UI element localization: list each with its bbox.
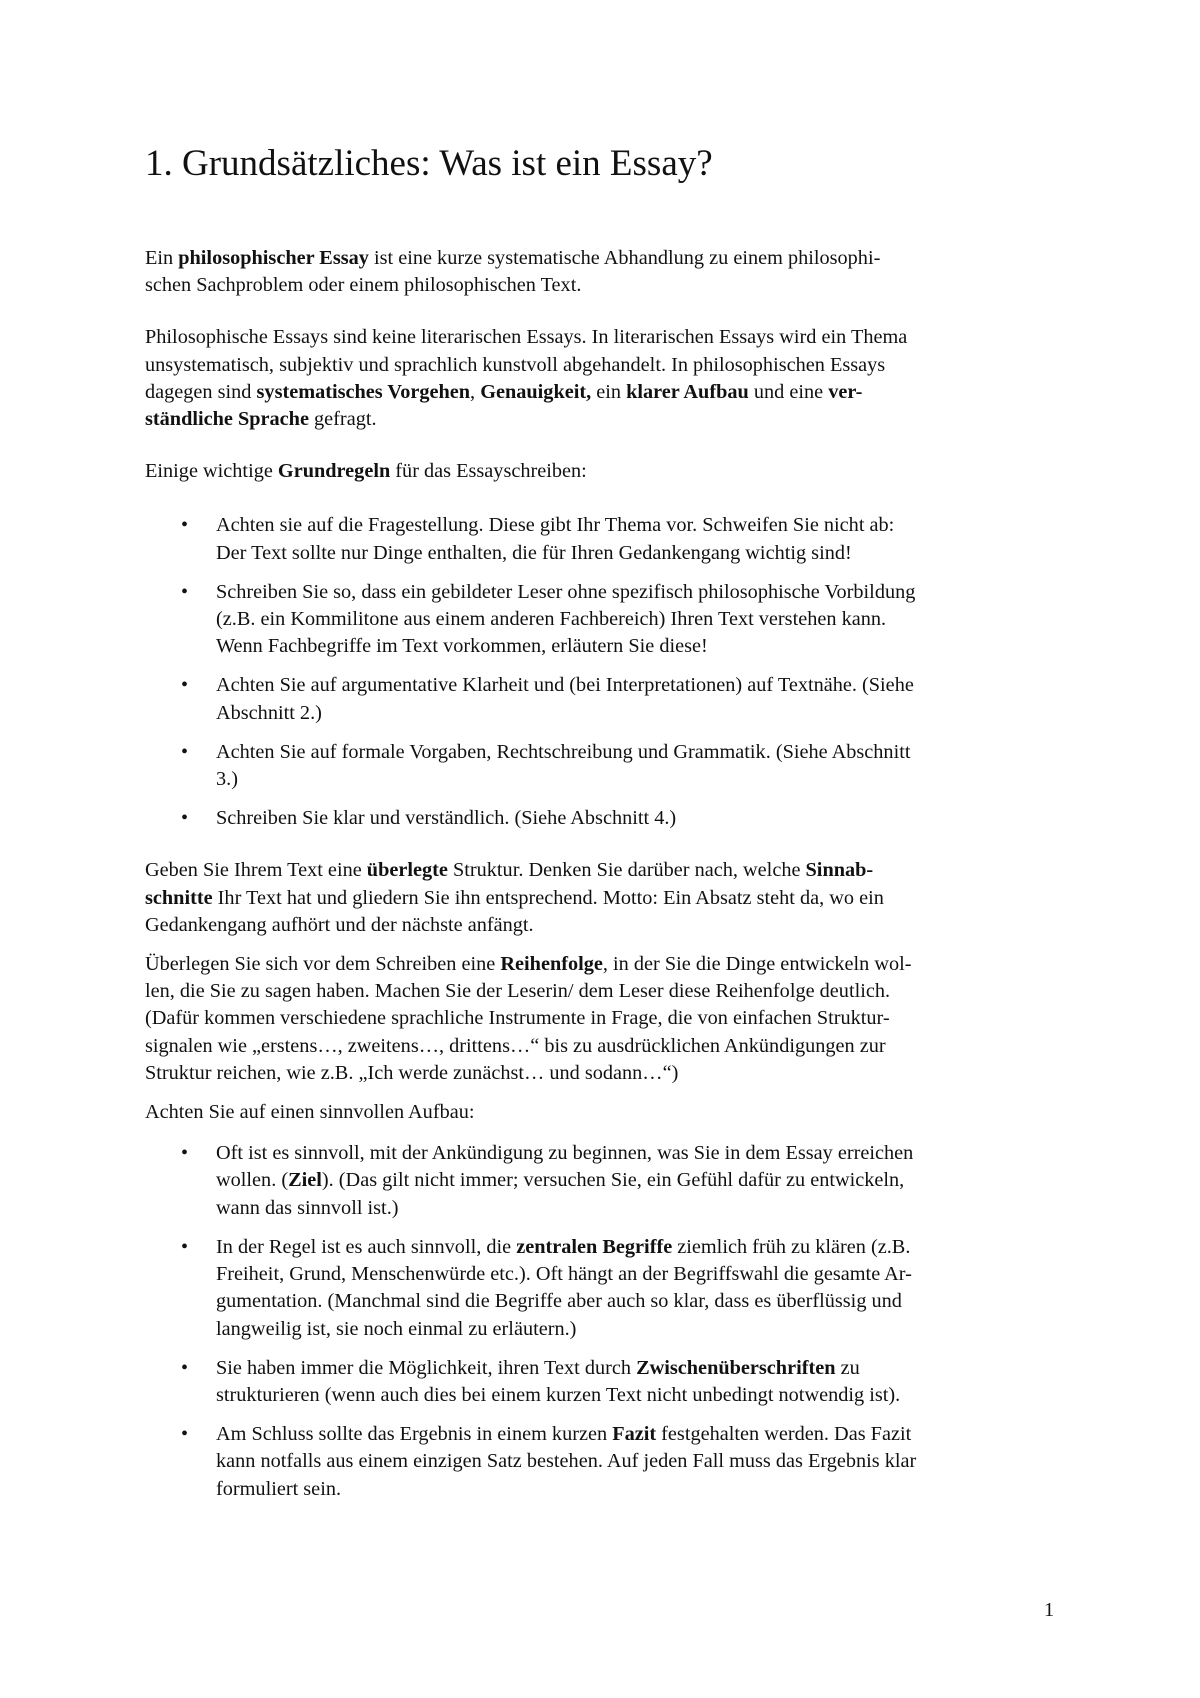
text-run: Oft ist es sinnvoll, mit der Ankündigung zu beginnen, was Sie in dem Essay erreichen [216, 1142, 914, 1165]
text-line [145, 885, 1060, 912]
bullet-icon: • [181, 580, 189, 603]
bullet-icon: • [181, 514, 189, 537]
text-run: Geben Sie Ihrem Text eine [145, 859, 367, 882]
bold-term: Ziel [288, 1169, 322, 1192]
text-line [145, 245, 1060, 272]
text-run: zu [835, 1356, 860, 1379]
list-item [145, 1421, 1060, 1503]
text-run: strukturieren (wenn auch dies bei einem kurzen Text nicht unbedingt notwendig ist). [216, 1383, 901, 1406]
text-run: Am Schluss sollte das Ergebnis in einem kurzen [216, 1423, 613, 1446]
list-item [145, 1140, 1060, 1222]
bullet-icon: • [181, 1235, 189, 1258]
paragraph-distinction [145, 324, 1060, 433]
text-run: Schreiben Sie klar und verständlich. (Siehe Abschnitt 4.) [216, 807, 677, 830]
bullet-icon: • [181, 1423, 189, 1446]
text-run: , [470, 380, 481, 403]
text-run: festgehalten werden. Das Fazit [656, 1423, 912, 1446]
bold-term: Reihenfolge [500, 953, 603, 976]
page-number: 1 [1044, 1599, 1055, 1621]
text-run: Achten Sie auf formale Vorgaben, Rechtschreibung und Grammatik. (Siehe Abschnitt [216, 740, 911, 763]
text-line [216, 1261, 1060, 1288]
list-item [145, 579, 1060, 661]
bold-term: Zwischenüberschriften [636, 1356, 836, 1379]
text-line [216, 1316, 1060, 1343]
text-run: ist eine kurze systematische Abhandlung zu einem philosophi- [368, 247, 881, 269]
bullet-icon: • [181, 1142, 189, 1165]
rules-list [145, 512, 1060, 832]
section-heading: 1. Grundsätzliches: Was ist ein Essay? [145, 143, 713, 184]
text-run: Schreiben Sie so, dass ein gebildeter Leser ohne spezifisch philosophische Vorbildung [216, 580, 916, 603]
text-line [145, 857, 1060, 884]
text-run: Philosophische Essays sind keine literarischen Essays. In literarischen Essays wird ein Thema [145, 326, 908, 349]
text-run: und eine [748, 380, 829, 403]
text-run: Der Text sollte nur Dinge enthalten, die für Ihren Gedankengang wichtig sind! [216, 541, 852, 564]
bold-term: Fazit [612, 1423, 657, 1446]
text-line [216, 540, 1060, 567]
text-line [145, 458, 1060, 485]
text-run: (z.B. ein Kommilitone aus einem anderen Fachbereich) Ihren Text verstehen kann. [216, 608, 887, 631]
text-run: (Dafür kommen verschiedene sprachliche Instrumente in Frage, die von einfachen Struktur- [145, 1007, 890, 1030]
bold-term: ver- [828, 380, 863, 403]
text-run: langweilig ist, sie noch einmal zu erläutern.) [216, 1317, 577, 1340]
text-run: Überlegen Sie sich vor dem Schreiben eine [145, 953, 501, 976]
text-line [216, 579, 1060, 606]
text-line [145, 272, 1060, 299]
text-run: gumentation. (Manchmal sind die Begriffe aber auch so klar, dass es überflüssig und [216, 1290, 902, 1313]
text-line [216, 1382, 1060, 1409]
text-line [216, 633, 1060, 660]
text-line [145, 1099, 1060, 1126]
text-run: Achten Sie auf argumentative Klarheit und (bei Interpretationen) auf Textnähe. (Siehe [216, 674, 914, 697]
text-line [216, 512, 1060, 539]
text-line [216, 1195, 1060, 1222]
bold-term: philosophischer Essay [178, 247, 369, 269]
text-run: Freiheit, Grund, Menschenwürde etc.). Oft hängt an der Begriffswahl die gesamte Ar- [216, 1263, 912, 1286]
bold-term: zentralen Begriffe [516, 1235, 673, 1258]
bold-term: überlegte [366, 859, 448, 882]
text-run: wann das sinnvoll ist.) [216, 1196, 399, 1219]
list-item [145, 672, 1060, 726]
text-run: Struktur. Denken Sie darüber nach, welche [447, 859, 806, 882]
bullet-icon: • [181, 807, 189, 830]
text-line [145, 978, 1060, 1005]
text-run: len, die Sie zu sagen haben. Machen Sie der Leserin/ dem Leser diese Reihenfolge deutlich. [145, 980, 891, 1003]
text-run: unsystematisch, subjektiv und sprachlich kunstvoll abgehandelt. In philosophischen Essays [145, 353, 886, 376]
text-run: Einige wichtige [145, 460, 278, 483]
text-line [216, 805, 1060, 832]
text-line [145, 406, 1060, 433]
bold-term: klarer Aufbau [626, 380, 749, 403]
list-item [145, 1234, 1060, 1343]
text-line [216, 739, 1060, 766]
text-line [216, 1234, 1060, 1261]
text-line [145, 352, 1060, 379]
text-run: , in der Sie die Dinge entwickeln wol- [602, 953, 912, 976]
text-line [145, 912, 1060, 939]
text-line [216, 606, 1060, 633]
layout-list [145, 1140, 1060, 1502]
list-item [145, 512, 1060, 566]
bullet-icon: • [181, 1356, 189, 1379]
text-run: 3.) [216, 768, 238, 791]
text-line [145, 324, 1060, 351]
text-run: ). (Das gilt nicht immer; versuchen Sie, ein Gefühl dafür zu entwickeln, [321, 1169, 905, 1192]
bold-term: Grundregeln [277, 460, 391, 483]
list-item [145, 1355, 1060, 1409]
bold-term: ständliche Sprache [145, 408, 309, 431]
text-line [216, 1167, 1060, 1194]
text-run: Gedankengang aufhört und der nächste anfängt. [145, 913, 534, 936]
bold-term: Genauigkeit, [480, 380, 592, 403]
paragraph-layout-intro [145, 1099, 1060, 1126]
text-run: für das Essayschreiben: [390, 460, 587, 483]
bold-term: Sinnab- [805, 859, 874, 882]
text-run: formuliert sein. [216, 1477, 342, 1500]
bold-term: systematisches Vorgehen [256, 380, 471, 403]
text-run: schen Sachproblem oder einem philosophischen Text. [145, 274, 582, 297]
paragraph-rules-intro [145, 458, 1060, 485]
text-run: Wenn Fachbegriffe im Text vorkommen, erläutern Sie diese! [216, 635, 708, 658]
paragraph-definition [145, 245, 1060, 299]
text-line [145, 1060, 1060, 1087]
text-line [216, 1448, 1060, 1475]
text-run: Ihr Text hat und gliedern Sie ihn entsprechend. Motto: Ein Absatz steht da, wo ein [212, 886, 884, 909]
text-line [216, 1421, 1060, 1448]
text-line [216, 700, 1060, 727]
text-run: In der Regel ist es auch sinnvoll, die [216, 1235, 517, 1258]
text-line [216, 1140, 1060, 1167]
text-line [216, 1355, 1060, 1382]
text-run: Ein [145, 247, 179, 269]
text-run: wollen. ( [216, 1169, 289, 1192]
text-run: Struktur reichen, wie z.B. „Ich werde zunächst… und sodann…“) [145, 1061, 679, 1084]
text-line [145, 951, 1060, 978]
text-run: Abschnitt 2.) [216, 701, 322, 724]
text-line [216, 1288, 1060, 1315]
paragraph-order [145, 951, 1060, 1087]
text-run: Sie haben immer die Möglichkeit, ihren Text durch [216, 1356, 637, 1379]
text-run: signalen wie „erstens…, zweitens…, drittens…“ bis zu ausdrücklichen Ankündigungen zur [145, 1034, 886, 1057]
text-run: dagegen sind [145, 380, 257, 403]
text-line [216, 1476, 1060, 1503]
paragraph-structure [145, 857, 1060, 939]
text-line [216, 766, 1060, 793]
text-run: Achten Sie auf einen sinnvollen Aufbau: [145, 1101, 475, 1124]
bold-term: schnitte [145, 886, 213, 909]
bullet-icon: • [181, 740, 189, 763]
text-line [145, 1005, 1060, 1032]
text-run: ziemlich früh zu klären (z.B. [672, 1235, 911, 1258]
text-line [216, 672, 1060, 699]
list-item [145, 805, 1060, 832]
document-body [145, 245, 1060, 1503]
text-line [145, 379, 1060, 406]
text-run: kann notfalls aus einem einzigen Satz bestehen. Auf jeden Fall muss das Ergebnis klar [216, 1450, 917, 1473]
bullet-icon: • [181, 674, 189, 697]
list-item [145, 739, 1060, 793]
text-run: ein [591, 380, 627, 403]
text-run: Achten sie auf die Fragestellung. Diese gibt Ihr Thema vor. Schweifen Sie nicht ab: [216, 514, 895, 537]
text-line [145, 1033, 1060, 1060]
text-run: gefragt. [308, 408, 377, 431]
